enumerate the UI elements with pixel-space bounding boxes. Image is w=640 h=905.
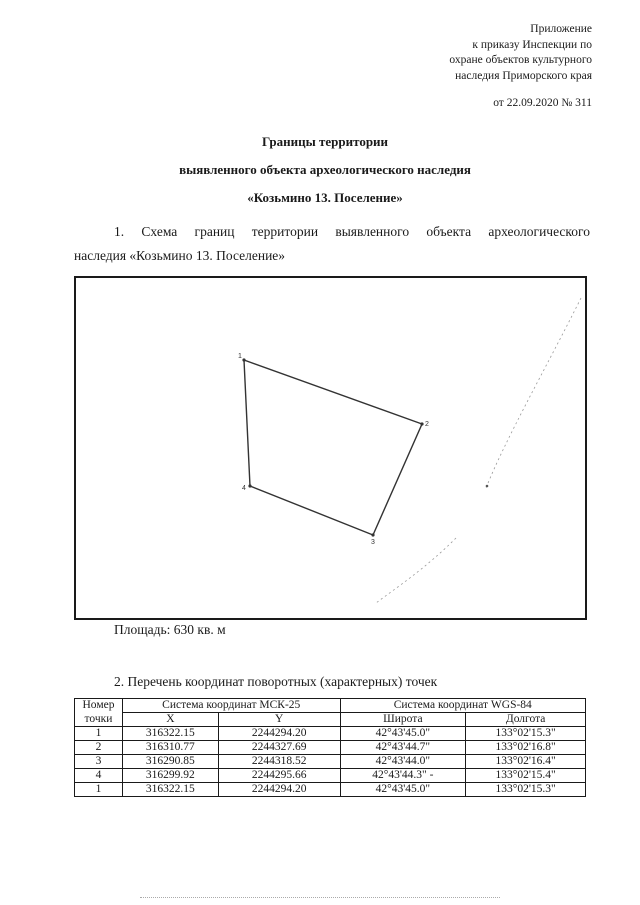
cell-latitude: 42°43'45.0" bbox=[340, 783, 466, 797]
section-1-text bbox=[74, 220, 590, 268]
cell-y: 2244295.66 bbox=[218, 769, 340, 783]
cell-number: 3 bbox=[75, 755, 123, 769]
header-number-2: точки bbox=[75, 713, 123, 727]
annex-line: Приложение bbox=[530, 23, 592, 35]
cell-longitude: 133°02'16.4" bbox=[466, 755, 586, 769]
cell-longitude: 133°02'15.3" bbox=[466, 783, 586, 797]
cell-longitude: 133°02'15.4" bbox=[466, 769, 586, 783]
table-row bbox=[75, 769, 586, 783]
table-header-row bbox=[75, 699, 586, 713]
header-number: Номер bbox=[75, 699, 123, 713]
boundary-scheme bbox=[74, 276, 587, 620]
point-label-4: 4 bbox=[242, 485, 246, 492]
section-1-line: 1. Схема границ территории выявленного объекта археологического bbox=[114, 224, 590, 239]
title-line: Границы территории bbox=[261, 134, 389, 149]
point-label-3: 3 bbox=[371, 539, 375, 546]
header-y: Y bbox=[218, 713, 340, 727]
coordinates-table bbox=[74, 698, 586, 797]
point-label-1: 1 bbox=[238, 353, 242, 360]
boundary-point bbox=[242, 358, 245, 361]
annex-line: охране объектов культурного bbox=[449, 54, 592, 66]
table-row bbox=[75, 783, 586, 797]
scan-artifact-line bbox=[140, 897, 500, 898]
cell-longitude: 133°02'15.3" bbox=[466, 727, 586, 741]
cell-y: 2244294.20 bbox=[218, 727, 340, 741]
road-edge-line bbox=[376, 298, 581, 603]
table-header-row bbox=[75, 713, 586, 727]
cell-x: 316310.77 bbox=[122, 741, 218, 755]
cell-x: 316322.15 bbox=[122, 727, 218, 741]
territory-boundary bbox=[244, 360, 422, 535]
boundary-point bbox=[420, 422, 423, 425]
section-1-line: наследия «Козьмино 13. Поселение» bbox=[74, 248, 286, 263]
header-msk25: Система координат МСК-25 bbox=[122, 699, 340, 713]
annex-line: к приказу Инспекции по bbox=[472, 38, 592, 51]
cell-latitude: 42°43'45.0" bbox=[340, 727, 466, 741]
boundary-point bbox=[371, 533, 374, 536]
cell-longitude: 133°02'16.8" bbox=[466, 741, 586, 755]
point-label-2: 2 bbox=[425, 421, 429, 428]
cell-y: 2244294.20 bbox=[218, 783, 340, 797]
cell-number: 1 bbox=[75, 783, 123, 797]
header-longitude: Долгота bbox=[466, 713, 586, 727]
boundary-scheme-svg bbox=[76, 278, 585, 618]
annex-line: наследия Приморского края bbox=[455, 69, 592, 82]
header-x: X bbox=[122, 713, 218, 727]
header-wgs84: Система координат WGS-84 bbox=[340, 699, 586, 713]
annex-header bbox=[352, 22, 592, 84]
map-dot bbox=[486, 485, 489, 488]
document-title bbox=[60, 128, 590, 212]
cell-x: 316299.92 bbox=[122, 769, 218, 783]
header-latitude: Широта bbox=[340, 713, 466, 727]
table-row bbox=[75, 741, 586, 755]
area-text: Площадь: 630 кв. м bbox=[114, 622, 226, 637]
boundary-point bbox=[248, 484, 251, 487]
order-date: от 22.09.2020 № 311 bbox=[493, 97, 592, 109]
cell-latitude: 42°43'44.7" bbox=[340, 741, 466, 755]
cell-x: 316290.85 bbox=[122, 755, 218, 769]
cell-latitude: 42°43'44.0" bbox=[340, 755, 466, 769]
cell-y: 2244318.52 bbox=[218, 755, 340, 769]
cell-y: 2244327.69 bbox=[218, 741, 340, 755]
cell-number: 4 bbox=[75, 769, 123, 783]
cell-number: 2 bbox=[75, 741, 123, 755]
table-row bbox=[75, 755, 586, 769]
title-line: «Козьмино 13. Поселение» bbox=[247, 190, 403, 205]
cell-x: 316322.15 bbox=[122, 783, 218, 797]
cell-number: 1 bbox=[75, 727, 123, 741]
section-2-heading: 2. Перечень координат поворотных (характерных) точек bbox=[114, 674, 438, 689]
table-row bbox=[75, 727, 586, 741]
cell-latitude: 42°43'44.3" - bbox=[340, 769, 466, 783]
title-line: выявленного объекта археологического наследия bbox=[179, 162, 471, 177]
